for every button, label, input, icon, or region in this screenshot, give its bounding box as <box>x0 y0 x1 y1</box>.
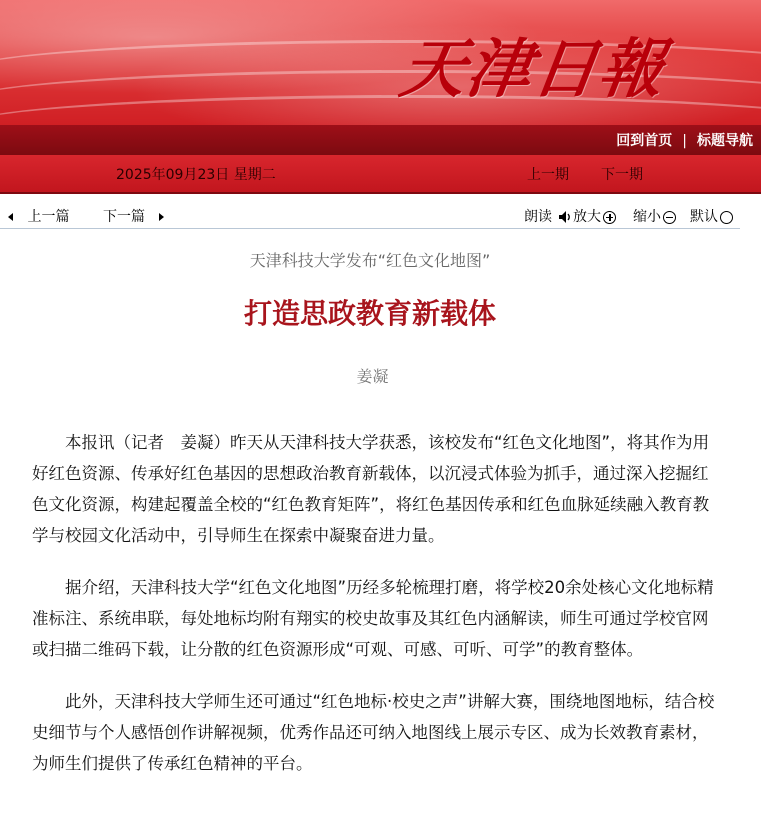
read-aloud-label: 朗读 <box>524 209 552 225</box>
issue-date: 2025年09月23日 星期二 <box>116 167 276 183</box>
article-paragraph: 此外，天津科技大学师生还可通过“红色地标·校史之声”讲解大赛，围绕地图地标，结合校史细节与个人感悟创作讲解视频，优秀作品还可纳入地图线上展示专区、成为长效教育素材，为师生们提供了传承红色精神的平台。 <box>32 692 715 773</box>
article-subtitle: 天津科技大学发布“红色文化地图” <box>249 251 491 270</box>
article-author: 姜凝 <box>356 367 389 386</box>
prev-article-link[interactable] <box>8 206 69 226</box>
article-body <box>32 427 722 800</box>
prev-issue-link[interactable]: 上一期 <box>527 167 569 183</box>
minus-circle-icon <box>663 211 676 224</box>
zoom-in-button[interactable] <box>573 206 616 226</box>
arrow-left-icon <box>8 213 13 221</box>
article-toolbar <box>0 200 740 229</box>
masthead-banner <box>0 0 761 125</box>
title-nav-link[interactable]: 标题导航 <box>697 133 753 149</box>
home-link[interactable]: 回到首页 <box>616 133 673 149</box>
article-paragraph: 本报讯（记者 姜凝）昨天从天津科技大学获悉，该校发布“红色文化地图”，将其作为用好红色资源、传承好红色基因的思想政治教育新载体，以沉浸式体验为抓手，通过深入挖掘红色文化资源，构建起覆盖全校的“红色教育矩阵”，将红色基因传承和红色血脉延续融入教育教学与校园文化活动中，引导师生在探索中凝聚奋进力量。 <box>32 433 710 545</box>
newspaper-logo[interactable]: 天津日報 <box>395 32 671 107</box>
next-issue-link[interactable]: 下一期 <box>601 167 643 183</box>
next-article-label: 下一篇 <box>103 209 145 225</box>
radio-circle-icon <box>720 211 733 224</box>
article-paragraph: 据介绍，天津科技大学“红色文化地图”历经多轮梳理打磨，将学校20余处核心文化地标精准标注、系统串联，每处地标均附有翔实的校史故事及其红色内涵解读，师生可通过学校官网或扫描二维码下载，让分散的红色资源形成“可观、可感、可听、可学”的教育整体。 <box>32 578 714 659</box>
zoom-out-button[interactable] <box>633 206 676 226</box>
arrow-right-icon <box>159 213 164 221</box>
zoom-out-label: 缩小 <box>633 209 661 225</box>
speaker-icon <box>558 210 572 224</box>
zoom-in-label: 放大 <box>573 209 601 225</box>
next-article-link[interactable] <box>103 206 164 226</box>
default-size-label: 默认 <box>690 209 718 225</box>
read-aloud-button[interactable] <box>524 206 572 226</box>
prev-article-label: 上一篇 <box>27 209 70 225</box>
article-headline: 打造思政教育新载体 <box>243 297 496 330</box>
date-bar <box>0 155 761 194</box>
default-size-button[interactable] <box>690 206 733 226</box>
top-nav <box>0 125 761 155</box>
plus-circle-icon <box>603 211 616 224</box>
nav-separator: | <box>682 133 687 149</box>
